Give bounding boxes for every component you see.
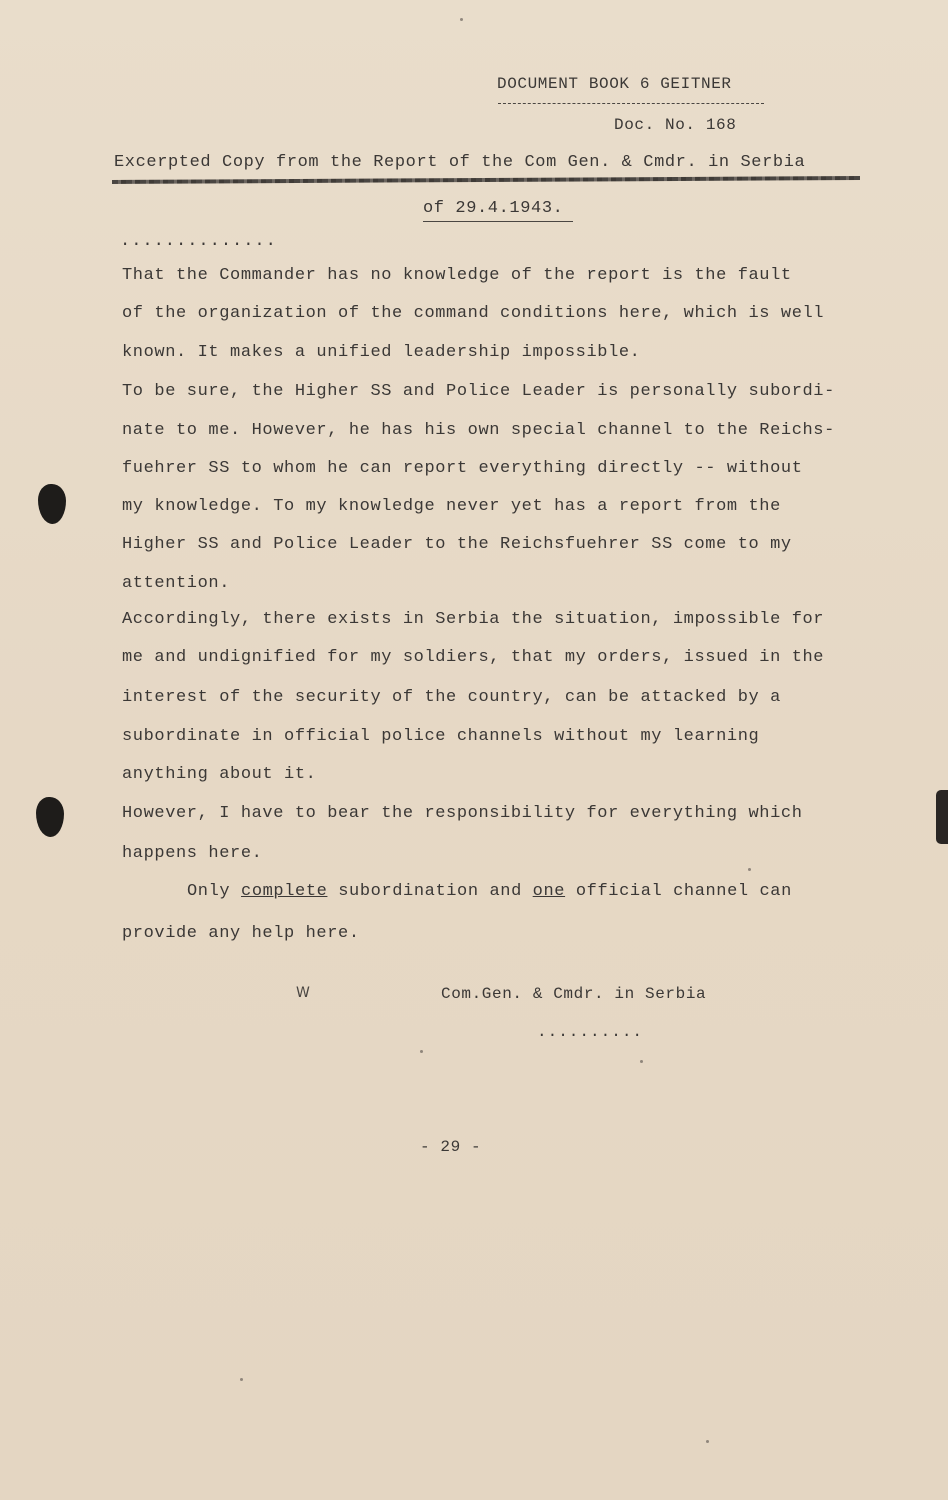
body-line: of the organization of the command conditions here, which is well bbox=[122, 304, 825, 323]
body-line: attention. bbox=[122, 574, 231, 593]
header-underline bbox=[498, 103, 764, 104]
body-line: provide any help here. bbox=[122, 924, 360, 943]
paper-speck bbox=[706, 1440, 709, 1443]
body-line: interest of the security of the country, can be attacked by a bbox=[122, 688, 781, 707]
document-number: Doc. No. 168 bbox=[614, 116, 737, 134]
punch-hole-mark bbox=[38, 484, 66, 524]
handwritten-mark: W bbox=[296, 985, 310, 1001]
body-line: Accordingly, there exists in Serbia the situation, impossible for bbox=[122, 610, 825, 629]
body-line: To be sure, the Higher SS and Police Leader is personally subordi- bbox=[122, 382, 835, 401]
paper-speck bbox=[460, 18, 463, 21]
body-line bbox=[187, 882, 792, 902]
document-book-header: DOCUMENT BOOK 6 GEITNER bbox=[497, 75, 732, 93]
body-line: nate to me. However, he has his own special channel to the Reichs- bbox=[122, 421, 835, 440]
omission-dots-top: .............. bbox=[120, 232, 277, 251]
document-title: Excerpted Copy from the Report of the Com Gen. & Cmdr. in Serbia bbox=[114, 153, 806, 172]
punch-hole-mark bbox=[36, 797, 64, 837]
omission-dots-bottom: .......... bbox=[537, 1023, 644, 1041]
body-line: me and undignified for my soldiers, that my orders, issued in the bbox=[122, 648, 825, 667]
body-line: Higher SS and Police Leader to the Reichsfuehrer SS come to my bbox=[122, 535, 792, 554]
report-date: of 29.4.1943. bbox=[423, 199, 564, 218]
body-line: anything about it. bbox=[122, 765, 317, 784]
body-text: official channel can bbox=[565, 882, 792, 901]
emphasis-one: one bbox=[532, 882, 566, 901]
body-line: That the Commander has no knowledge of the report is the fault bbox=[122, 266, 792, 285]
page-number: - 29 - bbox=[420, 1138, 482, 1156]
title-underline bbox=[112, 176, 860, 184]
paper-speck bbox=[640, 1060, 643, 1063]
body-line: However, I have to bear the responsibility for everything which bbox=[122, 804, 803, 823]
paper-speck bbox=[240, 1378, 243, 1381]
body-text: Only bbox=[187, 882, 242, 901]
body-line: subordinate in official police channels without my learning bbox=[122, 727, 760, 746]
body-text: subordination and bbox=[327, 882, 533, 901]
paper-speck bbox=[748, 868, 751, 871]
paper-speck bbox=[420, 1050, 423, 1053]
page-edge-tab bbox=[936, 790, 948, 844]
body-line: known. It makes a unified leadership impossible. bbox=[122, 343, 641, 362]
emphasis-complete: complete bbox=[241, 882, 328, 901]
date-underline bbox=[423, 221, 573, 222]
body-line: happens here. bbox=[122, 844, 263, 863]
body-line: my knowledge. To my knowledge never yet has a report from the bbox=[122, 497, 781, 516]
body-line: fuehrer SS to whom he can report everything directly -- without bbox=[122, 459, 803, 478]
signature-line: Com.Gen. & Cmdr. in Serbia bbox=[441, 985, 707, 1003]
